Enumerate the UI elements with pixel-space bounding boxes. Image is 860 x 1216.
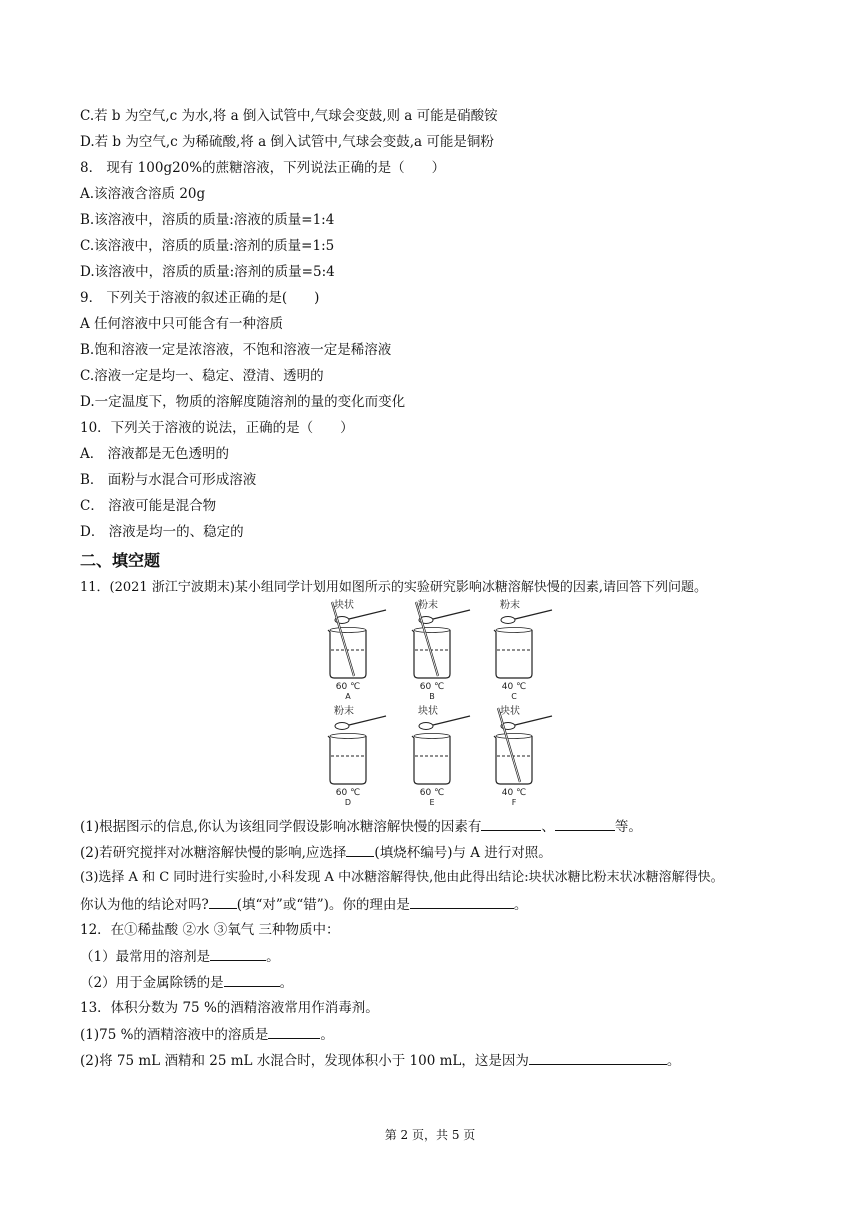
spoon-handle [433, 716, 470, 725]
q10-option-b: B． 面粉与水混合可形成溶液 [80, 472, 257, 488]
q13-part1: (1)75 %的酒精溶液中的溶质是 。 [80, 1024, 334, 1045]
beaker-D [328, 704, 386, 807]
beaker-rim [496, 628, 532, 633]
beaker-temperature: 60 ℃ [419, 682, 445, 692]
beaker-outline [328, 736, 366, 784]
q13-part2: (2)将 75 mL 酒精和 25 mL 水混合时，发现体积小于 100 mL，这是因为 。 [80, 1050, 680, 1071]
section-title-fill-in: 二、填空题 [80, 551, 161, 570]
spoon-handle [433, 610, 470, 619]
spoon-handle [515, 716, 552, 725]
beaker-rim [496, 734, 532, 739]
beaker-temperature: 60 ℃ [335, 682, 361, 692]
beaker-letter: C [511, 692, 517, 701]
q11-stem: 11．(2021 浙江宁波期末)某小组同学计划用如图所示的实验研究影响冰糖溶解快慢的因素,请回答下列问题。 [80, 580, 708, 595]
answer-blank[interactable] [555, 816, 615, 831]
spoon-handle [515, 610, 552, 619]
answer-blank[interactable] [346, 842, 374, 857]
q9-option-b: B.饱和溶液一定是浓溶液，不饱和溶液一定是稀溶液 [80, 342, 392, 358]
beaker-C [494, 598, 552, 701]
beaker-letter: D [344, 798, 352, 807]
beaker-temperature: 60 ℃ [419, 788, 445, 798]
beaker-label: 粉末 [418, 600, 438, 611]
beaker-outline [412, 736, 450, 784]
beaker-label: 粉末 [500, 600, 520, 611]
q11-part1: (1)根据图示的信息,你认为该组同学假设影响冰糖溶解快慢的因素有 、 等。 [80, 816, 642, 837]
q8-option-d: D.该溶液中，溶质的质量:溶剂的质量=5:4 [80, 264, 335, 280]
q10-stem: 10．下列关于溶液的说法，正确的是（ ） [80, 420, 354, 436]
q9-option-c: C.溶液一定是均一、稳定、澄清、透明的 [80, 368, 324, 384]
beaker-A [328, 598, 386, 701]
spoon-handle [349, 716, 386, 725]
answer-blank[interactable] [481, 816, 541, 831]
answer-blank[interactable] [209, 894, 237, 909]
q12-stem: 12．在①稀盐酸 ②水 ③氧气 三种物质中： [80, 922, 340, 938]
beaker-letter: A [345, 692, 351, 701]
beaker-rim [330, 734, 366, 739]
page-footer: 第 2 页，共 5 页 [384, 1128, 476, 1142]
beaker-label: 块状 [500, 706, 520, 717]
answer-blank[interactable] [224, 972, 280, 987]
q11-beaker-figure [300, 598, 580, 808]
q11-part4: 你认为他的结论对吗? (填“对”或“错”)。你的理由是 。 [80, 894, 527, 915]
beaker-F [494, 704, 552, 807]
stirring-rod-highlight [416, 602, 438, 676]
beaker-label: 块状 [418, 706, 438, 717]
beaker-letter: E [429, 798, 435, 807]
answer-blank[interactable] [529, 1050, 667, 1065]
q11-part2: (2)若研究搅拌对冰糖溶解快慢的影响,应选择 (填烧杯编号)与 A 进行对照。 [80, 842, 552, 863]
spoon-handle [349, 610, 386, 619]
q9-option-a: A 任何溶液中只可能含有一种溶质 [80, 316, 284, 332]
q7-option-d: D.若 b 为空气,c 为稀硫酸,将 a 倒入试管中,气球会变鼓,a 可能是铜粉 [80, 134, 494, 150]
q11-part3: (3)选择 A 和 C 同时进行实验时,小科发现 A 中冰糖溶解得快,他由此得出结论:块状冰糖比粉末状冰糖溶解得快。 [80, 870, 724, 885]
answer-blank[interactable] [268, 1024, 320, 1039]
beaker-rim [414, 628, 450, 633]
q9-option-d: D.一定温度下，物质的溶解度随溶剂的量的变化而变化 [80, 394, 406, 410]
q13-stem: 13．体积分数为 75 %的酒精溶液常用作消毒剂。 [80, 1000, 379, 1016]
stirring-rod-highlight [332, 602, 354, 676]
answer-blank[interactable] [410, 894, 514, 909]
q12-part2: （2）用于金属除锈的是 。 [80, 972, 293, 993]
spoon-icon [501, 617, 515, 624]
spoon-icon [335, 723, 349, 730]
q8-stem: 8． 现有 100g20%的蔗糖溶液，下列说法正确的是（ ） [80, 160, 446, 176]
beaker-temperature: 60 ℃ [335, 788, 361, 798]
beaker-label: 块状 [334, 600, 354, 611]
q10-option-a: A． 溶液都是无色透明的 [80, 446, 230, 462]
beaker-rim [330, 628, 366, 633]
stirring-rod-highlight [498, 708, 520, 782]
beaker-label: 粉末 [334, 706, 354, 717]
q9-stem: 9． 下列关于溶液的叙述正确的是( ) [80, 290, 320, 306]
beaker-temperature: 40 ℃ [501, 682, 527, 692]
beaker-letter: B [429, 692, 435, 701]
q10-option-d: D． 溶液是均一的、稳定的 [80, 524, 244, 540]
beaker-B [412, 598, 470, 701]
q8-option-b: B.该溶液中，溶质的质量:溶液的质量=1:4 [80, 212, 335, 228]
q8-option-a: A.该溶液含溶质 20g [80, 186, 206, 202]
answer-blank[interactable] [210, 946, 266, 961]
beaker-outline [494, 630, 532, 678]
q8-option-c: C.该溶液中，溶质的质量:溶剂的质量=1:5 [80, 238, 335, 254]
q7-option-c: C.若 b 为空气,c 为水,将 a 倒入试管中,气球会变鼓,则 a 可能是硝酸铵 [80, 108, 498, 124]
beaker-rim [414, 734, 450, 739]
beaker-letter: F [511, 798, 517, 807]
beaker-temperature: 40 ℃ [501, 788, 527, 798]
spoon-icon [419, 723, 433, 730]
beaker-E [412, 704, 470, 807]
q10-option-c: C． 溶液可能是混合物 [80, 498, 217, 514]
q12-part1: （1）最常用的溶剂是 。 [80, 946, 280, 967]
